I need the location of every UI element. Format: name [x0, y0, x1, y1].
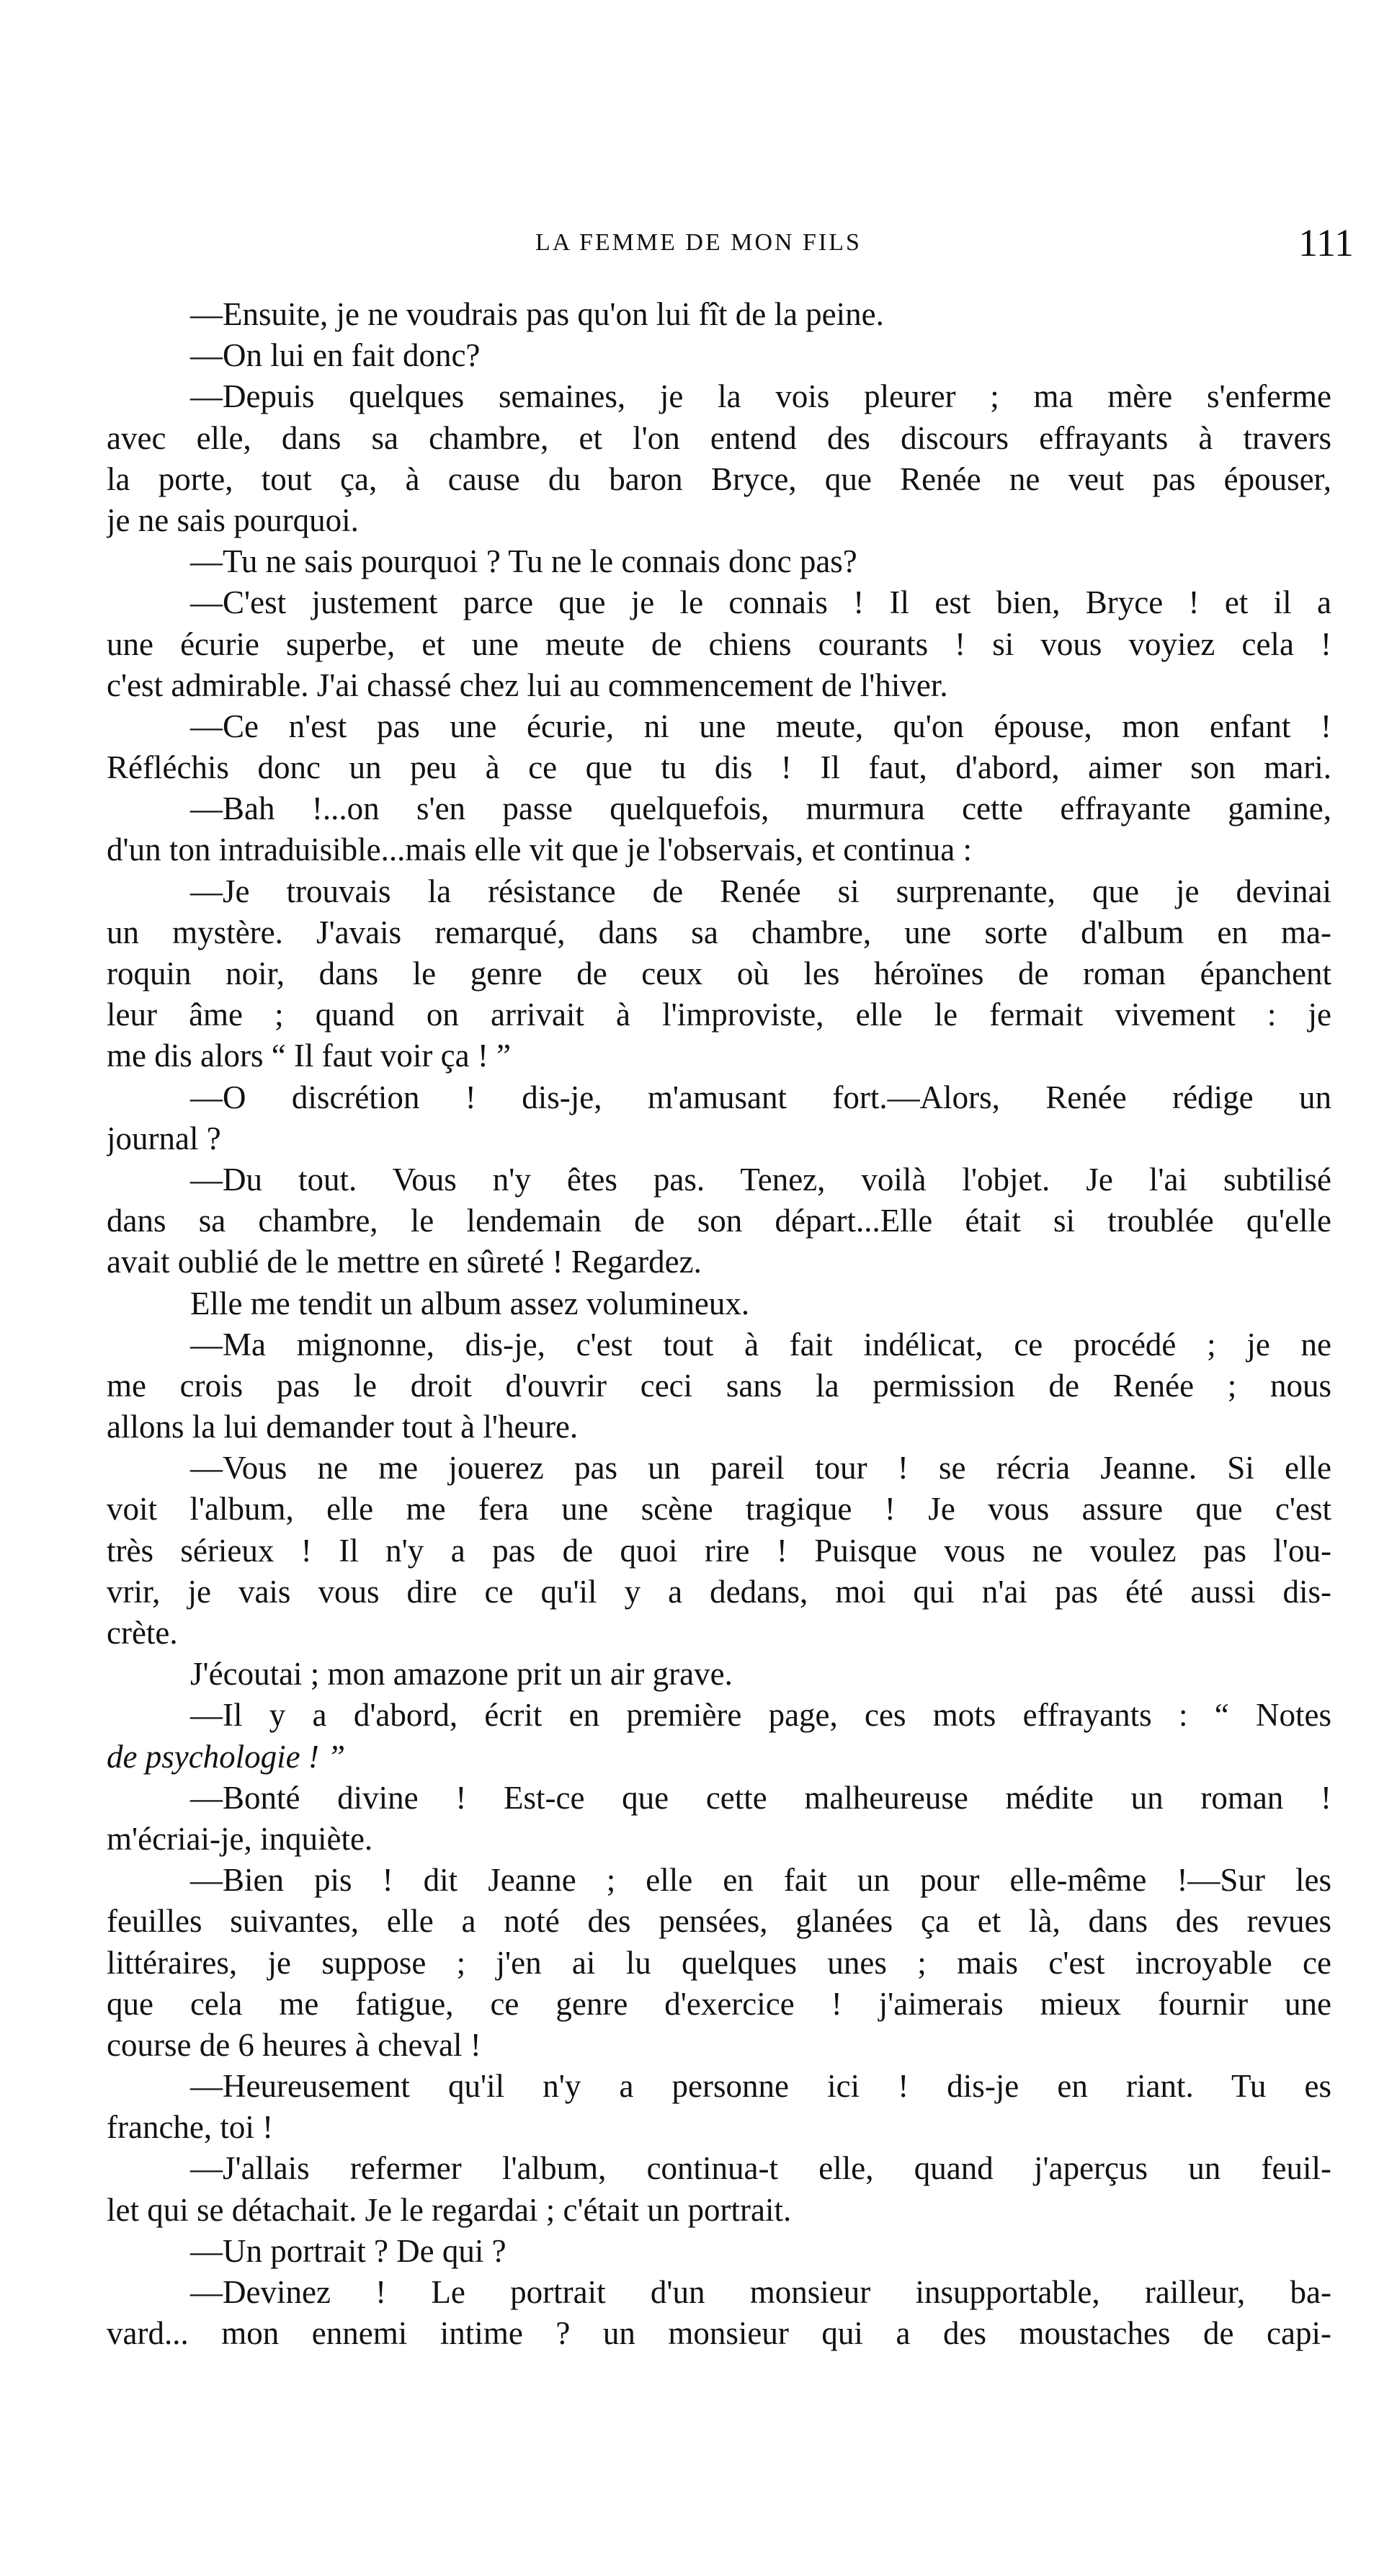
text-line: de psychologie ! ”	[107, 1738, 346, 1775]
text-line: —Tu ne sais pourquoi ? Tu ne le connais donc pas?	[190, 543, 857, 580]
text-line: une écurie superbe, et une meute de chiens courants ! si vous voyiez cela !	[107, 625, 1331, 662]
text-line: —Un portrait ? De qui ?	[190, 2232, 506, 2269]
text-line: que cela me fatigue, ce genre d'exercice ! j'aimerais mieux fournir une	[107, 1985, 1331, 2022]
text-line: feuilles suivantes, elle a noté des pensées, glanées ça et là, dans des revues	[107, 1903, 1331, 1940]
body-text	[107, 294, 1331, 2354]
text-line: —Depuis quelques semaines, je la vois pleurer ; ma mère s'enferme	[190, 378, 1331, 415]
text-line: let qui se détachait. Je le regardai ; c'était un portrait.	[107, 2191, 792, 2228]
text-line: vard... mon ennemi intime ? un monsieur qui a des moustaches de capi-	[107, 2315, 1331, 2352]
text-line: vrir, je vais vous dire ce qu'il y a dedans, moi qui n'ai pas été aussi dis-	[107, 1573, 1331, 1610]
text-line: m'écriai-je, inquiète.	[107, 1820, 373, 1857]
text-line: crète.	[107, 1615, 178, 1651]
text-line: —Heureusement qu'il n'y a personne ici ! dis-je en riant. Tu es	[190, 2068, 1331, 2105]
text-line: roquin noir, dans le genre de ceux où les héroïnes de roman épanchent	[107, 955, 1331, 991]
text-line: —Devinez ! Le portrait d'un monsieur insupportable, railleur, ba-	[190, 2274, 1331, 2310]
text-line: dans sa chambre, le lendemain de son départ...Elle était si troublée qu'elle	[107, 1203, 1331, 1239]
text-line: —Il y a d'abord, écrit en première page, ces mots effrayants : “ Notes	[190, 1697, 1331, 1734]
text-line: —Ma mignonne, dis-je, c'est tout à fait indélicat, ce procédé ; je ne	[190, 1326, 1331, 1363]
text-line: franche, toi !	[107, 2109, 274, 2146]
text-line: —Bien pis ! dit Jeanne ; elle en fait un pour elle-même !—Sur les	[190, 1862, 1331, 1899]
text-line: avec elle, dans sa chambre, et l'on entend des discours effrayants à travers	[107, 419, 1331, 456]
text-line: —Je trouvais la résistance de Renée si surprenante, que je devinai	[190, 873, 1331, 909]
text-line: Réfléchis donc un peu à ce que tu dis ! Il faut, d'abord, aimer son mari.	[107, 749, 1331, 786]
text-line: —Bonté divine ! Est-ce que cette malheureuse médite un roman !	[190, 1779, 1331, 1816]
text-line: —C'est justement parce que je le connais ! Il est bien, Bryce ! et il a	[190, 584, 1331, 621]
text-line: journal ?	[107, 1120, 221, 1156]
text-line: me dis alors “ Il faut voir ça ! ”	[107, 1038, 512, 1074]
text-line: la porte, tout ça, à cause du baron Bryce, que Renée ne veut pas épouser,	[107, 460, 1331, 497]
text-line: —Vous ne me jouerez pas un pareil tour ! se récria Jeanne. Si elle	[190, 1450, 1331, 1487]
text-line: Elle me tendit un album assez volumineux.	[190, 1285, 750, 1322]
text-line: —O discrétion ! dis-je, m'amusant fort.—Alors, Renée rédige un	[190, 1079, 1331, 1115]
text-line: —Ce n'est pas une écurie, ni une meute, qu'on épouse, mon enfant !	[190, 708, 1331, 744]
text-line: course de 6 heures à cheval !	[107, 2026, 481, 2063]
text-line: c'est admirable. J'ai chassé chez lui au commencement de l'hiver.	[107, 667, 948, 703]
text-line: un mystère. J'avais remarqué, dans sa chambre, une sorte d'album en ma-	[107, 914, 1331, 950]
text-line: je ne sais pourquoi.	[107, 502, 359, 538]
text-line: —Du tout. Vous n'y êtes pas. Tenez, voilà l'objet. Je l'ai subtilisé	[190, 1161, 1331, 1198]
text-line: —J'allais refermer l'album, continua-t elle, quand j'aperçus un feuil-	[190, 2150, 1331, 2187]
text-line: très sérieux ! Il n'y a pas de quoi rire ! Puisque vous ne voulez pas l'ou-	[107, 1532, 1331, 1569]
text-line: leur âme ; quand on arrivait à l'improviste, elle le fermait vivement : je	[107, 997, 1331, 1033]
text-line: d'un ton intraduisible...mais elle vit que je l'observais, et continua :	[107, 832, 972, 868]
text-line: allons la lui demander tout à l'heure.	[107, 1409, 579, 1445]
text-line: littéraires, je suppose ; j'en ai lu quelques unes ; mais c'est incroyable ce	[107, 1944, 1331, 1981]
text-line: J'écoutai ; mon amazone prit un air grave.	[190, 1656, 733, 1693]
page-number: 111	[1298, 221, 1354, 264]
text-line: me crois pas le droit d'ouvrir ceci sans la permission de Renée ; nous	[107, 1367, 1331, 1404]
page-header	[0, 221, 1397, 272]
text-line: —Ensuite, je ne voudrais pas qu'on lui fît de la peine.	[190, 296, 884, 332]
text-line: voit l'album, elle me fera une scène tragique ! Je vous assure que c'est	[107, 1491, 1331, 1528]
running-title: LA FEMME DE MON FILS	[535, 229, 862, 256]
text-line: avait oublié de le mettre en sûreté ! Regardez.	[107, 1244, 702, 1280]
text-line: —Bah !...on s'en passe quelquefois, murmura cette effrayante gamine,	[190, 790, 1331, 827]
text-line: —On lui en fait donc?	[190, 337, 481, 374]
